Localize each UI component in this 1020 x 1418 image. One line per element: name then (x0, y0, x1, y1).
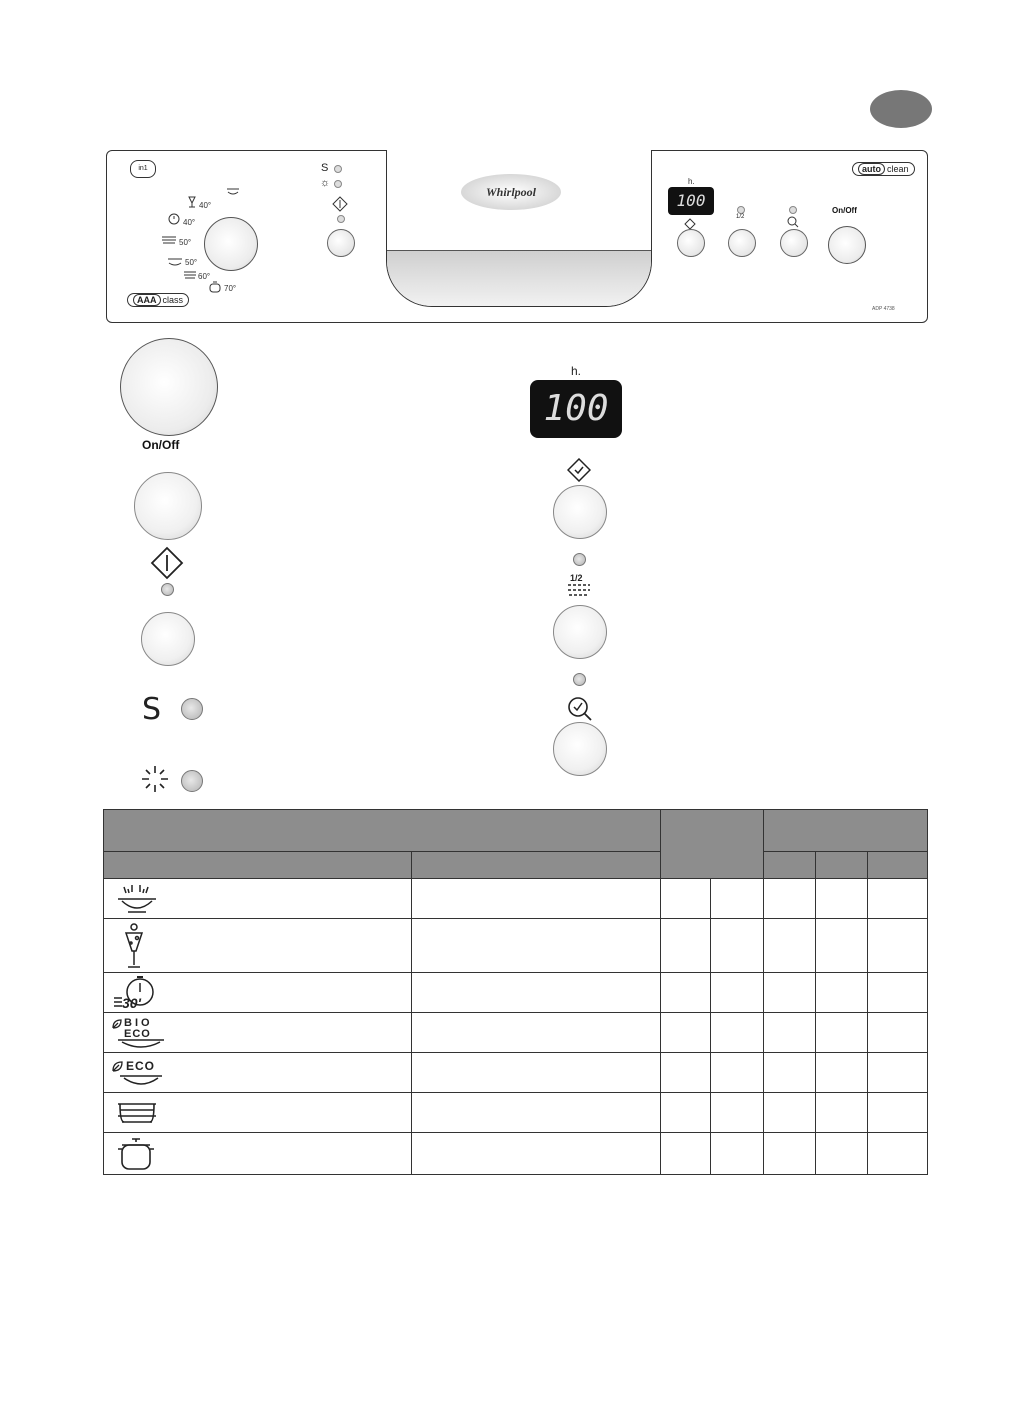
eco-icon (110, 1054, 170, 1092)
door-handle (386, 150, 652, 307)
program-description (411, 879, 661, 919)
table-row (104, 1013, 928, 1053)
rinse-aid-icon: ☼ (320, 177, 331, 189)
option-button-small[interactable] (780, 229, 808, 257)
start-led (337, 215, 345, 223)
rinse-aid-icon (140, 764, 170, 794)
energy-class-badge (127, 293, 189, 307)
header-col-3 (868, 852, 928, 879)
table-row (104, 1133, 928, 1175)
header-col-2 (816, 852, 868, 879)
extra-option-button[interactable] (553, 722, 607, 776)
onoff-button-small[interactable] (828, 226, 866, 264)
pot-icon (110, 1135, 164, 1173)
program-selector-knob[interactable] (204, 217, 258, 271)
header-program-description (411, 852, 661, 879)
half-load-label: 1/2 (570, 573, 583, 583)
delay-start-icon (567, 458, 591, 482)
header-col-1 (764, 852, 816, 879)
half-load-label-small: 1/2 (736, 214, 745, 220)
dial-label-heavy: 70° (224, 284, 237, 293)
extra-option-icon (567, 696, 593, 722)
program-description (411, 1133, 661, 1175)
delay-start-button[interactable] (553, 485, 607, 539)
header-consumption (764, 810, 928, 852)
rinse-aid-indicator-led (181, 770, 203, 792)
program-button[interactable] (134, 472, 202, 540)
header-program-name (104, 852, 412, 879)
display-unit-small: h. (688, 177, 695, 186)
eco-text: ECO (126, 1058, 156, 1073)
rinse-icon (110, 881, 164, 917)
start-button[interactable] (327, 229, 355, 257)
program-description (411, 1053, 661, 1093)
glass-icon (186, 195, 198, 209)
program-icon-cell (104, 1133, 412, 1175)
autoclean-text: clean (887, 164, 909, 174)
onoff-label-small: On/Off (832, 206, 857, 215)
salt-symbol: S (142, 692, 162, 727)
salt-symbol: S (321, 162, 329, 174)
dial-label-bio-eco: 50° (179, 238, 192, 247)
program-icon-cell (104, 1053, 412, 1093)
tablet-3in1-icon (130, 160, 156, 178)
dial-label-intensive: 60° (198, 272, 211, 281)
table-header-row-2 (104, 852, 928, 879)
program-description (411, 919, 661, 973)
delay-display (530, 380, 622, 438)
language-tab (870, 90, 932, 128)
onoff-label: On/Off (142, 438, 180, 452)
program-icon-cell (104, 919, 412, 973)
rapid-icon (166, 212, 182, 226)
table-row (104, 973, 928, 1013)
plates-icon (110, 1096, 164, 1130)
whirlpool-logo (461, 174, 561, 210)
program-table (103, 809, 928, 1175)
salt-indicator-led (181, 698, 203, 720)
eco-icon (166, 254, 184, 266)
half-load-icon (566, 582, 592, 598)
program-icon-cell (104, 879, 412, 919)
pot-icon (208, 280, 222, 294)
start-button[interactable] (141, 612, 195, 666)
model-code: ADP 4738 (872, 306, 895, 312)
energy-class-strong: AAA (133, 294, 161, 306)
dial-label-glass: 40° (199, 201, 212, 210)
header-programs (104, 810, 661, 852)
door-handle-grip[interactable] (387, 250, 651, 307)
rapid-30-icon (110, 974, 164, 1012)
display-unit: h. (571, 364, 582, 378)
table-row (104, 1093, 928, 1133)
half-load-led-small (737, 206, 745, 214)
program-description (411, 1093, 661, 1133)
program-description (411, 973, 661, 1013)
brand-logo-text: Whirlpool (485, 185, 536, 199)
rinse-icon (225, 184, 241, 196)
program-description (411, 1013, 661, 1053)
display-value: 100 (543, 388, 609, 429)
svg-text:ECO: ECO (124, 1027, 151, 1040)
half-load-led (573, 553, 586, 566)
start-icon (332, 196, 348, 212)
display-small (668, 187, 714, 215)
half-load-button-small[interactable] (728, 229, 756, 257)
rapid-30-text: 30' (122, 994, 141, 1011)
onoff-knob[interactable] (120, 338, 218, 436)
delay-button-small[interactable] (677, 229, 705, 257)
extra-option-icon-small (787, 216, 799, 228)
svg-text:BIO: BIO (124, 1016, 153, 1029)
bio-eco-icon (110, 1014, 170, 1052)
salt-led (334, 165, 342, 173)
autoclean-badge (852, 162, 915, 176)
start-led (161, 583, 174, 596)
dial-label-eco: 50° (185, 258, 198, 267)
display-value-small: 100 (676, 191, 706, 210)
table-header-row-1 (104, 810, 928, 852)
program-icon-cell (104, 973, 412, 1013)
start-icon (150, 546, 184, 580)
table-row (104, 879, 928, 919)
plates-icon (183, 270, 197, 280)
bio-eco-icon (160, 233, 178, 245)
energy-class-text: class (162, 295, 184, 305)
dial-label-rapid: 40° (183, 218, 196, 227)
table-row (104, 1053, 928, 1093)
half-load-button[interactable] (553, 605, 607, 659)
rinse-aid-led (334, 180, 342, 188)
tablet-badge-text: in1 (138, 165, 148, 172)
autoclean-strong: auto (858, 163, 885, 175)
option-led-small (789, 206, 797, 214)
program-icon-cell (104, 1093, 412, 1133)
extra-option-led (573, 673, 586, 686)
program-icon-cell (104, 1013, 412, 1053)
table-row (104, 919, 928, 973)
glass-icon (110, 921, 164, 971)
header-options (661, 810, 764, 879)
